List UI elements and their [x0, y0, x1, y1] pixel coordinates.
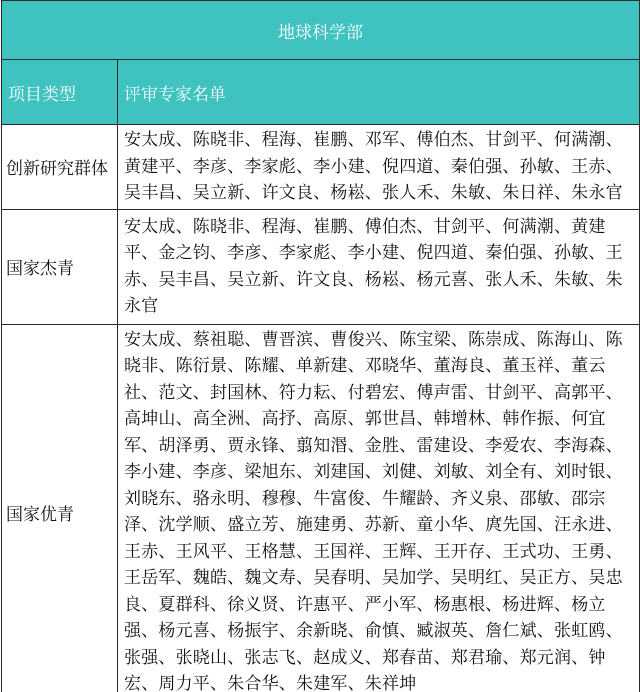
- table-row: [2, 125, 640, 210]
- title-row: [2, 1, 640, 60]
- project-type-cell: 国家优青: [2, 324, 118, 692]
- section-title: 地球科学部: [2, 1, 640, 60]
- table-row: [2, 324, 640, 692]
- project-type-cell: 国家杰青: [2, 209, 118, 324]
- column-header-experts: 评审专家名单: [118, 60, 640, 125]
- project-type-cell: 创新研究群体: [2, 125, 118, 210]
- table-row: [2, 209, 640, 324]
- column-header-type: 项目类型: [2, 60, 118, 125]
- expert-list-cell: 安太成、蔡祖聪、曹晋滨、曹俊兴、陈宝梁、陈崇成、陈海山、陈晓非、陈衍景、陈耀、单新建、邓晓华、董海良、董玉祥、董云社、范文、封国林、符力耘、付碧宏、傅声雷、甘剑平、高郭平、高坤山、高全洲、高抒、高原、郭世昌、韩增林、韩作振、何宜军、胡泽勇、贾永锋、翦知湣、金胜、雷建设、李爱农、李海森、李小建、李彦、梁旭东、刘建国、刘健、刘敏、刘全有、刘时银、刘晓东、骆永明、穆穆、牛富俊、牛耀龄、齐义泉、邵敏、邵宗泽、沈学顺、盛立芳、施建勇、苏新、童小华、庹先国、汪永进、王赤、王风平、王格慧、王国祥、王辉、王开存、王式功、王勇、王岳军、魏皓、魏文寿、吴春明、吴加学、吴明红、吴正方、吴忠良、夏群科、徐义贤、许惠平、严小军、杨惠根、杨进辉、杨立强、杨元喜、杨振宇、余新晓、俞慎、臧淑英、詹仁斌、张虹鸥、张强、张晓山、张志飞、赵成义、郑春苗、郑君瑜、郑元润、钟宏、周力平、朱合华、朱建军、朱祥坤: [118, 324, 640, 692]
- header-row: [2, 60, 640, 125]
- expert-list-cell: 安太成、陈晓非、程海、崔鹏、邓军、傅伯杰、甘剑平、何满潮、黄建平、李彦、李家彪、李小建、倪四道、秦伯强、孙敏、王赤、吴丰昌、吴立新、许文良、杨崧、张人禾、朱敏、朱日祥、朱永官: [118, 125, 640, 210]
- expert-list-cell: 安太成、陈晓非、程海、崔鹏、傅伯杰、甘剑平、何满潮、黄建平、金之钧、李彦、李家彪、李小建、倪四道、秦伯强、孙敏、王赤、吴丰昌、吴立新、许文良、杨崧、杨元喜、张人禾、朱敏、朱永官: [118, 209, 640, 324]
- expert-table: [1, 0, 640, 692]
